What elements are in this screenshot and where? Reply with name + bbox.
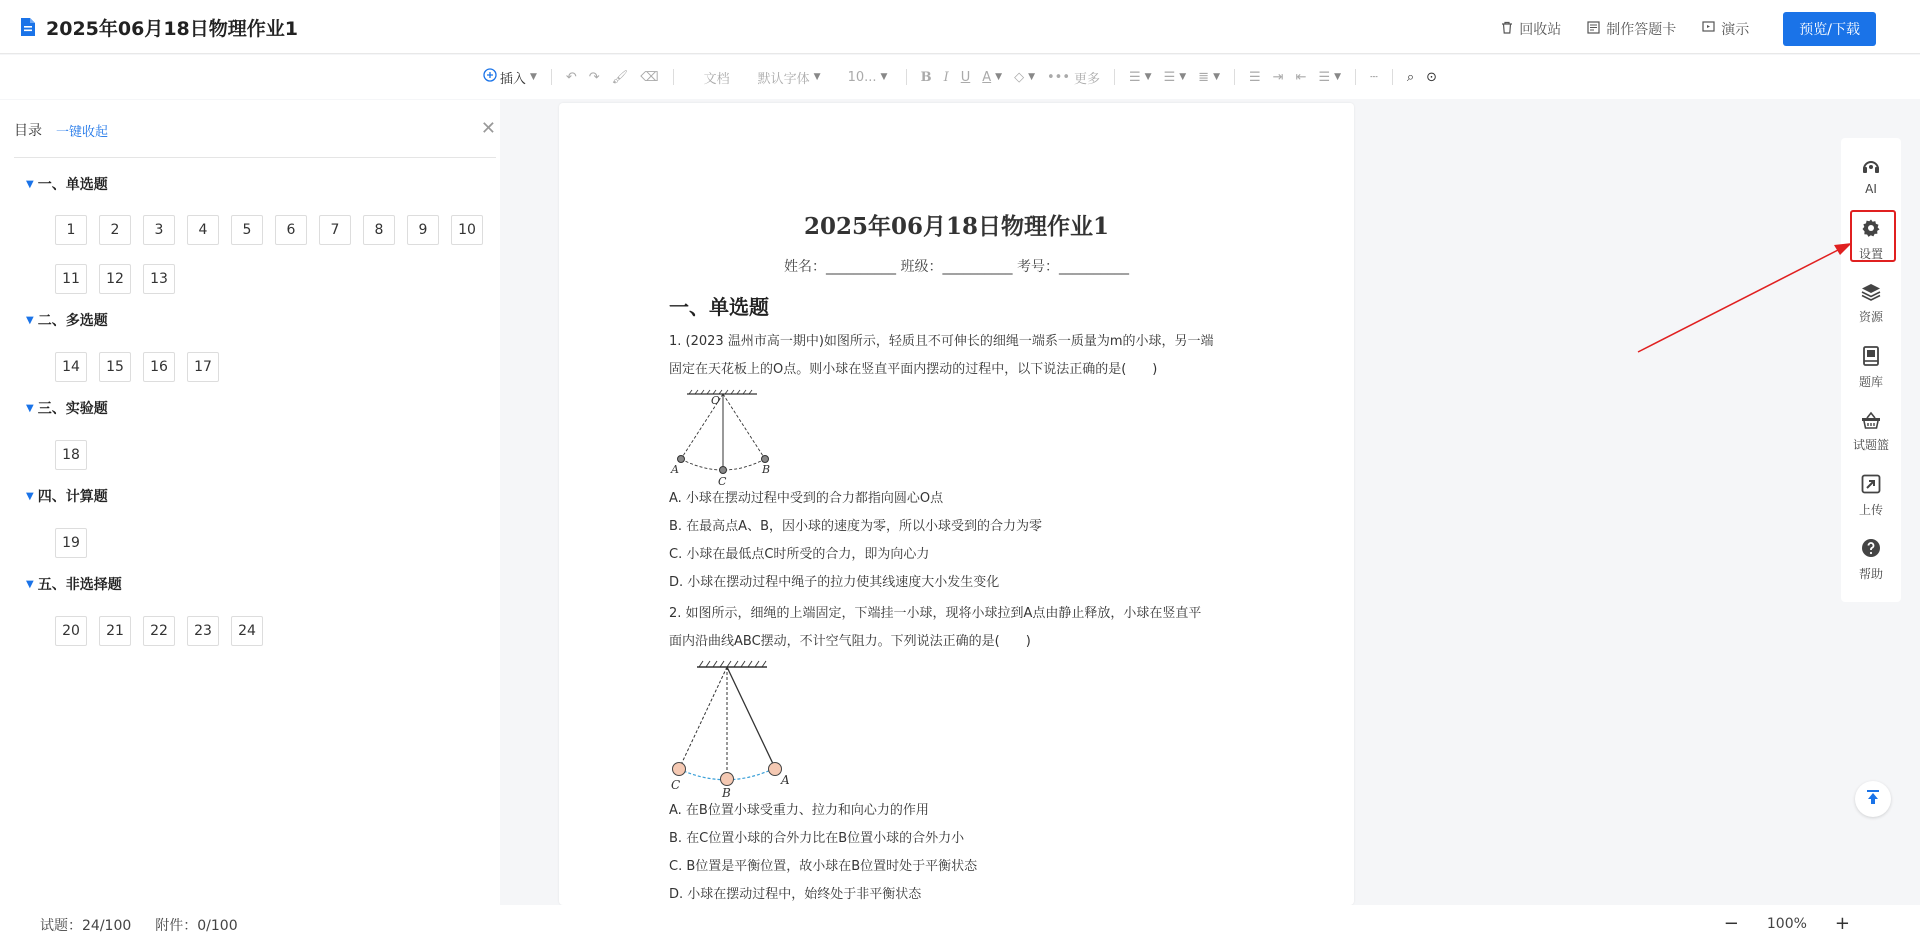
back-to-top-button[interactable] (1855, 781, 1891, 817)
indent-decrease-button[interactable] (1290, 63, 1313, 91)
editor-toolbar (0, 55, 1920, 99)
question-number-button[interactable]: 16 (143, 352, 175, 382)
question-number-button[interactable]: 22 (143, 616, 175, 646)
undo-icon: ↶ (565, 69, 577, 85)
figure-label: O (711, 394, 721, 407)
question-number-button[interactable]: 6 (275, 215, 307, 245)
document-title[interactable]: 2025年06月18日物理作业1 (46, 18, 298, 40)
divider (551, 69, 552, 85)
insert-label: 插入 (499, 71, 526, 87)
question-1-option[interactable]: A. 小球在摆动过程中受到的合力都指向圆心O点 (669, 491, 944, 506)
header-actions (1501, 12, 1876, 46)
toc-section-calculation[interactable] (26, 486, 108, 506)
basket-icon (1861, 411, 1881, 432)
chevron-down-icon: ▼ (880, 72, 888, 82)
layers-icon (1861, 283, 1881, 304)
question-2-option[interactable]: D. 小球在摆动过程中，始终处于非平衡状态 (669, 887, 922, 902)
ai-label: AI (1865, 181, 1877, 196)
chevron-down-icon: ▼ (1213, 72, 1220, 82)
find-replace-button[interactable] (1401, 63, 1420, 91)
question-number-button[interactable]: 19 (55, 528, 87, 558)
question-1-option[interactable]: B. 在最高点A、B，因小球的速度为零，所以小球受到的合力为零 (669, 519, 1042, 534)
underline-icon: U (960, 69, 971, 85)
top-bar (0, 0, 1920, 54)
recycle-bin-button[interactable] (1501, 19, 1561, 39)
section-label: 二、多选题 (37, 313, 108, 329)
eraser-icon: ⌫ (640, 69, 659, 85)
present-button[interactable] (1702, 19, 1749, 39)
indent-increase-button[interactable] (1267, 63, 1290, 91)
question-number-button[interactable]: 3 (143, 215, 175, 245)
upload-icon (1861, 474, 1881, 497)
question-number-button[interactable]: 18 (55, 440, 87, 470)
question-count: 试题：24/100 (40, 918, 132, 934)
more-button[interactable] (1041, 63, 1106, 91)
chevron-down-icon: ▼ (1028, 72, 1035, 82)
present-icon (1702, 21, 1715, 38)
figure-label: C (718, 475, 727, 488)
help-icon (1861, 538, 1881, 561)
italic-icon: I (943, 69, 949, 85)
paragraph-spacing-icon: ☰ (1318, 69, 1331, 85)
italic-button[interactable] (938, 63, 955, 91)
plus-circle-icon (483, 68, 497, 86)
camera-icon: ⊙ (1426, 69, 1438, 85)
divider (906, 69, 907, 85)
pendulum-figure-1 (669, 389, 779, 489)
ai-icon (1861, 157, 1881, 178)
paragraph-style-label: 文档 (703, 71, 730, 87)
more-label: 更多 (1074, 71, 1101, 87)
question-number-button[interactable]: 23 (187, 616, 219, 646)
more-dots-icon: ••• (1046, 69, 1070, 85)
separator-line-button[interactable] (1364, 63, 1384, 91)
question-bank-icon (1862, 346, 1880, 369)
bullet-list-icon: ☰ (1129, 69, 1141, 85)
settings-highlight-box (1850, 210, 1896, 262)
resources-label: 资源 (1858, 310, 1883, 324)
redo-button[interactable] (583, 63, 606, 91)
question-number-button[interactable]: 1 (55, 215, 87, 245)
insert-button[interactable] (477, 63, 543, 91)
numbered-list-icon: ☰ (1163, 69, 1176, 85)
paper-title[interactable]: 2025年06月18日物理作业1 (803, 213, 1110, 240)
align-justify-icon: ≣ (1198, 69, 1210, 85)
recycle-bin-label: 回收站 (1519, 22, 1562, 38)
question-2-option[interactable]: A. 在B位置小球受重力、拉力和向心力的作用 (669, 803, 929, 818)
zoom-in-button[interactable]: + (1834, 913, 1850, 934)
question-number-button[interactable]: 5 (231, 215, 263, 245)
format-painter-icon: 🖌 (611, 69, 629, 85)
font-family-label: 默认字体 (757, 71, 810, 87)
divider (1392, 69, 1393, 85)
document-icon (20, 17, 36, 41)
question-number-button[interactable]: 11 (55, 264, 87, 294)
question-number-button[interactable]: 10 (451, 215, 483, 245)
chevron-down-icon: ▼ (1144, 72, 1152, 82)
format-painter-button[interactable] (606, 63, 635, 91)
undo-button[interactable] (560, 63, 583, 91)
line-spacing-icon: ☰ (1249, 69, 1261, 85)
section-label: 四、计算题 (37, 489, 108, 505)
bold-button[interactable] (915, 63, 938, 91)
help-button[interactable] (1841, 532, 1901, 588)
font-size-select[interactable] (842, 63, 898, 91)
bold-icon: B (920, 69, 932, 85)
question-2-option[interactable]: B. 在C位置小球的合外力比在B位置小球的合外力小 (669, 831, 965, 846)
font-family-select[interactable] (752, 63, 842, 91)
paragraph-style-select[interactable] (682, 63, 752, 91)
question-number-button[interactable]: 13 (143, 264, 175, 294)
question-number-button[interactable]: 21 (99, 616, 131, 646)
caret-down-icon: ▼ (26, 402, 34, 414)
caret-down-icon: ▼ (26, 578, 34, 590)
zoom-level: 100% (1766, 915, 1807, 932)
find-icon: ⌕ (1406, 69, 1415, 85)
question-2-stem[interactable]: 面内沿曲线ABC摆动，不计空气阻力。下列说法正确的是( ) (669, 634, 1031, 649)
document-page[interactable] (559, 103, 1354, 905)
chevron-down-icon: ▼ (1334, 72, 1342, 82)
settings-label: 设置 (1858, 247, 1883, 261)
highlight-color-button[interactable] (1008, 63, 1041, 91)
redo-icon: ↷ (588, 69, 600, 85)
help-label: 帮助 (1858, 567, 1883, 581)
question-basket-button[interactable] (1841, 404, 1901, 460)
toc-header (14, 120, 496, 158)
bullet-list-button[interactable] (1123, 63, 1158, 91)
paragraph-spacing-button[interactable] (1312, 63, 1347, 91)
highlighter-icon: ◇ (1014, 69, 1025, 85)
question-number-button[interactable]: 24 (231, 616, 263, 646)
toc-section-non-choice[interactable] (26, 574, 122, 594)
question-number-button[interactable]: 15 (99, 352, 131, 382)
chevron-down-icon: ▼ (813, 72, 821, 82)
question-2-option[interactable]: C. B位置是平衡位置，故小球在B位置时处于平衡状态 (669, 859, 978, 874)
status-bar (0, 905, 1920, 942)
question-number-button[interactable]: 12 (99, 264, 131, 294)
arrow-up-icon (1865, 789, 1881, 809)
student-info-fields[interactable]: 姓名：__________ 班级：__________ 考号：__________ (784, 259, 1129, 275)
question-2-stem[interactable]: 2. 如图所示，细绳的上端固定，下端挂一小球，现将小球拉到A点由静止释放，小球在竖直平 (669, 606, 1202, 621)
question-basket-label: 试题篮 (1852, 438, 1889, 452)
indent-decrease-icon: ⇤ (1295, 69, 1307, 85)
caret-down-icon: ▼ (26, 490, 34, 502)
ai-button[interactable] (1841, 148, 1901, 204)
align-button[interactable] (1192, 63, 1226, 91)
toc-sidebar (0, 100, 500, 905)
question-bank-button[interactable] (1841, 340, 1901, 396)
question-1-stem[interactable]: 1. (2023 温州市高一期中)如图所示，轻质且不可伸长的细绳一端系一质量为m的小球，另一端 (669, 334, 1214, 349)
toc-section-experiment[interactable] (26, 398, 108, 418)
toc-section-multi-choice[interactable] (26, 310, 108, 330)
attachment-count: 附件：0/100 (155, 918, 238, 934)
figure-label: A (671, 463, 679, 476)
divider (1234, 69, 1235, 85)
answer-card-label: 制作答题卡 (1606, 22, 1677, 38)
figure-label: A (781, 773, 790, 787)
toc-section-single-choice[interactable] (26, 174, 108, 194)
numbered-list-button[interactable] (1158, 63, 1193, 91)
question-number-button[interactable]: 2 (99, 215, 131, 245)
close-icon[interactable]: ✕ (480, 118, 496, 139)
trash-icon (1501, 21, 1513, 38)
right-toolbar (1841, 138, 1901, 602)
question-number-button[interactable]: 7 (319, 215, 351, 245)
indent-increase-icon: ⇥ (1272, 69, 1284, 85)
chevron-down-icon: ▼ (529, 72, 537, 82)
underline-button[interactable] (955, 63, 977, 91)
chevron-down-icon: ▼ (1179, 72, 1187, 82)
question-number-button[interactable]: 4 (187, 215, 219, 245)
caret-down-icon: ▼ (26, 178, 34, 190)
divider (1114, 69, 1115, 85)
screenshot-button[interactable] (1420, 63, 1443, 91)
upload-button[interactable] (1841, 468, 1901, 524)
section-label: 五、非选择题 (37, 577, 122, 593)
divider (1355, 69, 1356, 85)
section-label: 一、单选题 (37, 177, 108, 193)
figure-label: B (762, 463, 771, 476)
font-size-label: 10... (847, 69, 877, 85)
upload-label: 上传 (1858, 503, 1883, 517)
divider (673, 69, 674, 85)
font-color-icon: A (982, 69, 992, 85)
figure-label: C (671, 778, 681, 792)
present-label: 演示 (1721, 22, 1750, 38)
question-1-option[interactable]: D. 小球在摆动过程中绳子的拉力使其线速度大小发生变化 (669, 575, 1000, 590)
question-number-button[interactable]: 17 (187, 352, 219, 382)
section-heading[interactable]: 一、单选题 (669, 295, 769, 319)
zoom-out-button[interactable]: − (1723, 913, 1739, 934)
resources-button[interactable] (1841, 276, 1901, 332)
question-number-button[interactable]: 9 (407, 215, 439, 245)
figure-label: B (722, 786, 731, 799)
toc-title: 目录 (14, 123, 42, 139)
question-number-button[interactable]: 14 (55, 352, 87, 382)
dashed-line-icon: ┄ (1370, 69, 1378, 85)
answer-card-button[interactable] (1587, 19, 1676, 39)
clear-format-button[interactable] (634, 63, 664, 91)
question-bank-label: 题库 (1858, 375, 1883, 389)
line-spacing-button[interactable] (1243, 63, 1267, 91)
question-1-option[interactable]: C. 小球在最低点C时所受的合力，即为向心力 (669, 547, 930, 562)
chevron-down-icon: ▼ (995, 72, 1003, 82)
pendulum-figure-2 (669, 659, 799, 799)
caret-down-icon: ▼ (26, 314, 34, 326)
answer-card-icon (1587, 21, 1600, 38)
section-label: 三、实验题 (37, 401, 108, 417)
preview-download-button[interactable]: 预览/下载 (1783, 12, 1876, 46)
collapse-all-link[interactable]: 一键收起 (56, 125, 109, 140)
question-number-button[interactable]: 20 (55, 616, 87, 646)
question-number-button[interactable]: 8 (363, 215, 395, 245)
question-1-stem[interactable]: 固定在天花板上的O点。则小球在竖直平面内摆动的过程中，以下说法正确的是( ) (669, 362, 1158, 377)
font-color-button[interactable] (976, 63, 1008, 91)
